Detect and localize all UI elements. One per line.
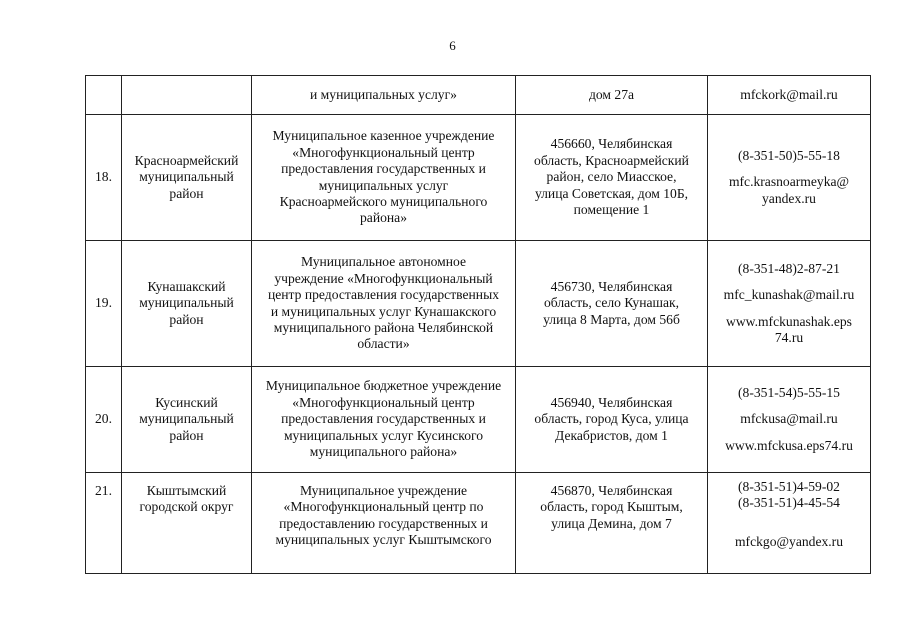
num-cell [86,76,122,115]
address-line: улица Демина, дом 7 [551,515,672,531]
institution-line: муниципальных услуг Кусинского [283,427,484,443]
institution-line: учреждение «Многофункциональный [274,270,493,286]
district-cell [122,241,252,367]
institution-line: предоставления государственных и [281,161,486,177]
table-row [86,115,871,241]
institution-line: Муниципальное бюджетное учреждение [265,378,502,394]
website-text: www.mfckunashak.eps [726,313,852,329]
institution-line: муниципального района» [309,444,458,460]
district-line: Кыштымский [146,483,227,498]
district-line: Кунашакский [147,278,226,294]
institution-line: Муниципальное автономное [300,254,467,270]
website-text: www.mfckusa.eps74.ru [725,437,853,453]
address-cell [516,241,708,367]
institution-line: муниципальных услуг Кыштымского [275,532,492,548]
institution-cell: и муниципальных услуг» [252,76,516,115]
district-line: муниципальный [139,411,234,427]
phone-text: (8-351-51)4-59-02 [738,479,840,494]
table-row [86,76,871,115]
district-line: район [169,185,204,201]
institution-line: предоставлению государственных и [279,515,488,531]
institution-line: области» [357,336,410,352]
address-cell [516,115,708,241]
district-line: Красноармейский [134,152,239,168]
address-line: область, город Куса, улица [534,411,689,427]
institution-line: «Многофункциональный центр [292,394,475,410]
table-row [86,473,871,574]
table-row [86,367,871,473]
district-cell [122,473,252,574]
address-line: помещение 1 [573,202,650,218]
institution-cell [252,473,516,574]
district-line: городской округ [139,499,234,515]
institution-line: Муниципальное учреждение [299,483,468,498]
district-line: район [169,427,204,443]
contact-cell: mfckork@mail.ru [708,76,871,115]
institution-line: района» [359,210,407,226]
contact-cell [708,473,871,574]
email-text: mfckusa@mail.ru [740,411,838,427]
district-line: муниципальный [139,169,234,185]
institution-cell [252,115,516,241]
address-cell [516,473,708,574]
phone-text: (8-351-50)5-55-18 [738,147,840,163]
address-line: улица Советская, дом 10Б, [534,185,689,201]
address-line: 456870, Челябинская [550,483,673,498]
institution-line: «Многофункциональный центр по [283,499,484,515]
email-text: yandex.ru [762,190,816,206]
website-text: 74.ru [774,329,804,345]
address-line: 456940, Челябинская [550,394,673,410]
address-line: Декабристов, дом 1 [555,427,668,443]
table-row [86,241,871,367]
district-line: район [169,311,204,327]
institution-line: муниципальных услуг [318,177,449,193]
row-number: 20. [86,367,122,473]
institution-line: Муниципальное казенное учреждение [272,128,495,144]
institution-line: «Многофункциональный центр [292,144,475,160]
institution-line: и муниципальных услуг Кунашакского [270,303,497,319]
institution-cell [252,367,516,473]
phone-text: (8-351-51)4-45-54 [738,495,840,511]
email-text: mfc_kunashak@mail.ru [723,287,855,303]
address-cell [516,367,708,473]
district-line: Кусинский [155,394,218,410]
row-number: 18. [86,115,122,241]
institution-line: Красноармейского муниципального [279,193,488,209]
mfc-table [85,75,871,574]
email-text: mfc.krasnoarmeyka@ [728,174,850,190]
address-line: район, село Миасское, [546,169,677,185]
email-text: mfckgo@yandex.ru [734,533,844,549]
institution-cell [252,241,516,367]
address-cell: дом 27а [516,76,708,115]
address-line: область, Красноармейский [534,152,689,168]
district-line: муниципальный [139,295,234,311]
row-number: 21. [86,473,122,574]
contact-cell [708,115,871,241]
institution-line: предоставления государственных и [281,411,486,427]
district-cell [122,115,252,241]
page-number: 6 [449,38,456,53]
phone-text: (8-351-48)2-87-21 [738,260,840,276]
address-line: улица 8 Марта, дом 56б [543,311,680,327]
address-line: 456730, Челябинская [550,278,673,294]
institution-line: муниципального района Челябинской [273,319,494,335]
district-cell [122,76,252,115]
phone-text: (8-351-54)5-55-15 [738,384,840,400]
address-line: область, город Кыштым, [540,499,683,515]
row-number: 19. [86,241,122,367]
address-line: 456660, Челябинская [550,136,673,152]
institution-line: центр предоставления государственных [267,287,500,303]
district-cell [122,367,252,473]
contact-cell [708,241,871,367]
contact-cell [708,367,871,473]
address-line: область, село Кунашак, [543,295,680,311]
